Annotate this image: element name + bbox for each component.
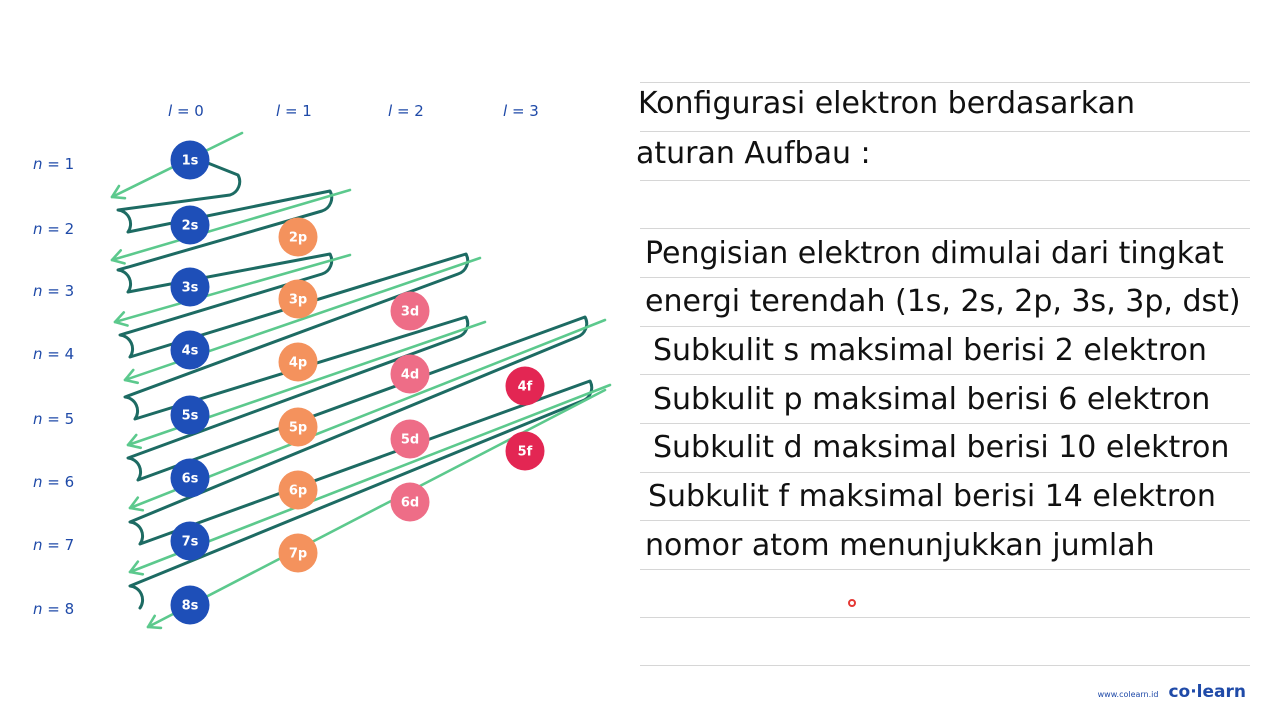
pointer-marker (848, 599, 856, 607)
aufbau-diagram (0, 0, 620, 720)
l-label-2: l = 2 (388, 102, 424, 120)
notes-line-atomic-number: nomor atom menunjukkan jumlah (645, 528, 1155, 563)
orbital-7p (279, 534, 318, 573)
svg-text:8s: 8s (181, 598, 199, 614)
orbital-4s (171, 331, 210, 370)
svg-text:5f: 5f (517, 444, 533, 460)
notes-heading-line-2: aturan Aufbau : (636, 136, 871, 171)
rule-line (640, 617, 1250, 618)
orbital-2p (279, 218, 318, 257)
orbital-4p (279, 343, 318, 382)
orbital-3d (391, 292, 430, 331)
svg-text:6d: 6d (400, 495, 420, 511)
rule-line (640, 520, 1250, 521)
rule-line (640, 228, 1250, 229)
orbital-4f (506, 367, 545, 406)
rule-line (640, 472, 1250, 473)
rule-line (640, 326, 1250, 327)
rule-line (640, 374, 1250, 375)
footer-branding (1098, 682, 1246, 702)
orbital-8s (171, 586, 210, 625)
l-label-1: l = 1 (276, 102, 312, 120)
n-label-6: n = 6 (33, 473, 75, 491)
orbital-3p (279, 280, 318, 319)
rule-line (640, 423, 1250, 424)
svg-text:3d: 3d (400, 304, 420, 320)
notes-heading-line-1: Konfigurasi elektron berdasarkan (638, 86, 1136, 121)
n-label-4: n = 4 (33, 345, 75, 363)
svg-text:3s: 3s (181, 280, 199, 296)
svg-text:4f: 4f (517, 379, 533, 395)
orbital-4d (391, 355, 430, 394)
rule-line (640, 131, 1250, 132)
notes-line-filling-rule-2: energi terendah (1s, 2s, 2p, 3s, 3p, dst) (645, 284, 1241, 319)
footer-url: www.colearn.id (1097, 690, 1159, 699)
notes-line-filling-rule-1: Pengisian elektron dimulai dari tingkat (645, 236, 1224, 271)
svg-text:6p: 6p (288, 483, 308, 499)
svg-text:7s: 7s (181, 534, 199, 550)
svg-text:7p: 7p (288, 546, 308, 562)
rule-line (640, 180, 1250, 181)
orbital-2s (171, 206, 210, 245)
svg-text:2s: 2s (181, 218, 199, 234)
notes-line-d-capacity: Subkulit d maksimal berisi 10 elektron (653, 430, 1230, 465)
svg-text:5p: 5p (288, 420, 308, 436)
rule-line (640, 569, 1250, 570)
orbital-6d (391, 483, 430, 522)
notes-line-f-capacity: Subkulit f maksimal berisi 14 elektron (648, 479, 1216, 514)
orbital-6p (279, 471, 318, 510)
svg-text:3p: 3p (288, 292, 308, 308)
n-label-1: n = 1 (33, 155, 75, 173)
svg-text:5s: 5s (181, 408, 199, 424)
n-label-2: n = 2 (33, 220, 75, 238)
orbital-6s (171, 459, 210, 498)
n-label-3: n = 3 (33, 282, 75, 300)
orbital-7s (171, 522, 210, 561)
orbital-5d (391, 420, 430, 459)
l-label-3: l = 3 (503, 102, 539, 120)
orbital-5s (171, 396, 210, 435)
n-label-5: n = 5 (33, 410, 75, 428)
n-label-7: n = 7 (33, 536, 75, 554)
svg-text:5d: 5d (400, 432, 420, 448)
notes-line-s-capacity: Subkulit s maksimal berisi 2 elektron (653, 333, 1207, 368)
svg-text:4s: 4s (181, 343, 199, 359)
rule-line (640, 82, 1250, 83)
svg-text:6s: 6s (181, 471, 199, 487)
orbital-5f (506, 432, 545, 471)
svg-text:2p: 2p (288, 230, 308, 246)
orbital-3s (171, 268, 210, 307)
orbital-5p (279, 408, 318, 447)
l-label-0: l = 0 (168, 102, 204, 120)
svg-text:1s: 1s (181, 153, 199, 169)
notes-line-p-capacity: Subkulit p maksimal berisi 6 elektron (653, 382, 1211, 417)
rule-line (640, 665, 1250, 666)
orbital-1s (171, 141, 210, 180)
n-label-8: n = 8 (33, 600, 75, 618)
svg-text:4d: 4d (400, 367, 420, 383)
svg-text:4p: 4p (288, 355, 308, 371)
rule-line (640, 277, 1250, 278)
colearn-logo: co·learn (1168, 682, 1246, 702)
